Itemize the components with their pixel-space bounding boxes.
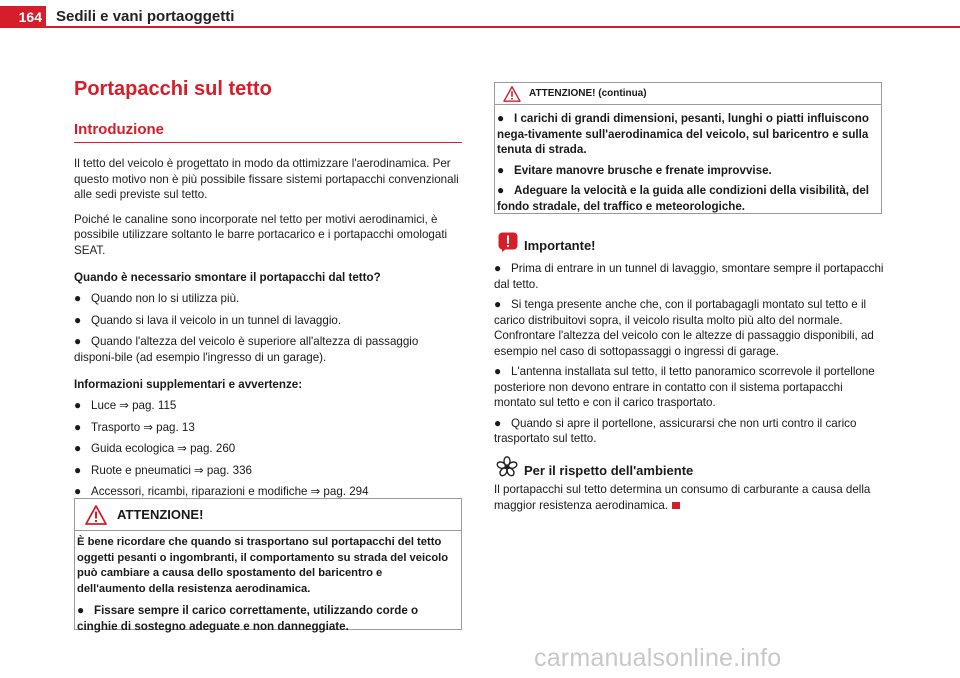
- warning-triangle-icon: [85, 505, 107, 525]
- info-heading: Informazioni supplementari e avvertenze:: [74, 378, 303, 391]
- bullet-icon: ●: [74, 441, 82, 455]
- list-item: ● Quando non lo si utilizza più.: [74, 291, 240, 305]
- left-column: [74, 76, 462, 500]
- bullet-icon: ●: [74, 462, 82, 477]
- page-reference-link[interactable]: ⇒ pag. 260: [177, 442, 236, 455]
- watermark: carmanualsonline.info: [534, 644, 782, 672]
- page-header: [0, 0, 960, 28]
- important-section: [494, 232, 886, 447]
- important-item: ● L'antenna installata sul tetto, il tetto panoramico scorrevole il portellone posteriore non devono entrare in contatto con il sistema portapacchi montato sul tetto e con il carico trasportato.: [494, 364, 875, 409]
- list-item: ● Quando si lava il veicolo in un tunnel di lavaggio.: [74, 312, 342, 327]
- leaf-flower-icon: [496, 456, 518, 478]
- intro-paragraph-2: Poiché le canaline sono incorporate nel tetto per motivi aerodinamici, è possibile utilizzare soltanto le barre portacarico e i portapacchi omologati SEAT.: [74, 212, 448, 257]
- exclamation-icon: [498, 232, 518, 252]
- important-header: [494, 232, 886, 256]
- environment-text: Il portapacchi sul tetto determina un consumo di carburante a causa della maggior resistenza aerodinamica.: [494, 483, 871, 512]
- bullet-icon: ●: [74, 398, 82, 412]
- warning-continued-box: [494, 82, 882, 214]
- important-title: Importante!: [524, 238, 596, 253]
- page-reference-link[interactable]: ⇒ pag. 336: [193, 463, 252, 477]
- question-heading: Quando è necessario smontare il portapacchi dal tetto?: [74, 271, 381, 284]
- section-title: Portapacchi sul tetto: [74, 78, 272, 100]
- list-item: ● Quando l'altezza del veicolo è superiore all'altezza di passaggio disponi-bile (ad esempio l'ingresso di un garage).: [74, 334, 419, 364]
- warning-item: ● Evitare manovre brusche e frenate improvvise.: [497, 162, 772, 177]
- environment-header: [494, 456, 886, 478]
- warning-body: [75, 531, 461, 634]
- bullet-icon: ●: [77, 603, 85, 617]
- warning-text: È bene ricordare che quando si trasportano sul portapacchi del tetto oggetti pesanti o ingombranti, il comportamento su strada del veicolo può cambiare a causa dello spostamento del baricentro e dell'aumento della resistenza aerodinamica.: [77, 536, 449, 595]
- warning-continued-title: ATTENZIONE! (continua): [529, 88, 647, 99]
- reference-item: ● Luce ⇒ pag. 115: [74, 398, 177, 412]
- section-end-marker: [672, 502, 680, 509]
- reference-item: ● Guida ecologica ⇒ pag. 260: [74, 441, 236, 455]
- bullet-icon: ●: [494, 297, 502, 311]
- warning-header: [75, 499, 461, 531]
- page-reference-link[interactable]: ⇒ pag. 294: [310, 485, 369, 498]
- header-title: Sedili e vani portaoggetti: [56, 8, 235, 25]
- reference-item: ● Trasporto ⇒ pag. 13: [74, 419, 195, 434]
- environment-section: [494, 456, 886, 513]
- header-rule: [46, 26, 960, 28]
- intro-paragraph-1: Il tetto del veicolo è progettato in modo da ottimizzare l'aerodinamica. Per questo motivo non è più possibile fissare sistemi portapacchi convenzionali alle sedi previste sul tetto.: [74, 157, 459, 201]
- bullet-icon: ●: [497, 183, 505, 197]
- warning-item: ● Fissare sempre il carico correttamente, utilizzando corde o cinghie di sostegno adeguate e non danneggiate.: [77, 603, 419, 633]
- bullet-icon: ●: [74, 291, 82, 305]
- bullet-icon: ●: [497, 162, 505, 177]
- warning-item: ● I carichi di grandi dimensioni, pesanti, lunghi o piatti influiscono nega-tivamente sull'aerodinamica del veicolo, sul baricentro e sulla tenuta di strada.: [497, 111, 869, 156]
- warning-continued-header: [495, 83, 881, 105]
- environment-title: Per il rispetto dell'ambiente: [524, 463, 694, 478]
- bullet-icon: ●: [74, 419, 82, 434]
- important-item: ● Si tenga presente anche che, con il portabagagli montato sul tetto e il carico distribuitovi sopra, il veicolo risulta molto più alto del normale. Confrontare l'altezza del veicolo con le altezze di passaggio disponibili, ad esempio nel caso di sottopassaggi o ingressi di garage.: [494, 297, 874, 358]
- bullet-icon: ●: [74, 334, 82, 348]
- bullet-icon: ●: [74, 312, 82, 327]
- bullet-icon: ●: [494, 261, 502, 275]
- warning-continued-body: [495, 105, 881, 214]
- page-number: 164: [0, 6, 46, 28]
- important-body: [494, 261, 886, 447]
- warning-title: ATTENZIONE!: [117, 507, 204, 522]
- reference-item: ● Accessori, ricambi, riparazioni e modifiche ⇒ pag. 294: [74, 484, 369, 498]
- page-reference-link[interactable]: ⇒ pag. 13: [143, 420, 195, 434]
- bullet-icon: ●: [494, 415, 502, 430]
- subsection-title: Introduzione: [74, 121, 164, 138]
- page-reference-link[interactable]: ⇒ pag. 115: [119, 399, 177, 412]
- important-item: ● Quando si apre il portellone, assicurarsi che non urti contro il carico trasportato sul tetto.: [494, 415, 857, 445]
- important-item: ● Prima di entrare in un tunnel di lavaggio, smontare sempre il portapacchi dal tetto.: [494, 261, 884, 291]
- subsection-rule: [74, 142, 462, 143]
- bullet-icon: ●: [494, 364, 502, 378]
- bullet-icon: ●: [497, 111, 505, 125]
- bullet-icon: ●: [74, 484, 82, 498]
- reference-item: ● Ruote e pneumatici ⇒ pag. 336: [74, 462, 252, 477]
- warning-box: [74, 498, 462, 633]
- warning-item: ● Adeguare la velocità e la guida alle condizioni della visibilità, del fondo stradale, del traffico e meteorologiche.: [497, 183, 870, 213]
- warning-triangle-icon: [503, 86, 521, 102]
